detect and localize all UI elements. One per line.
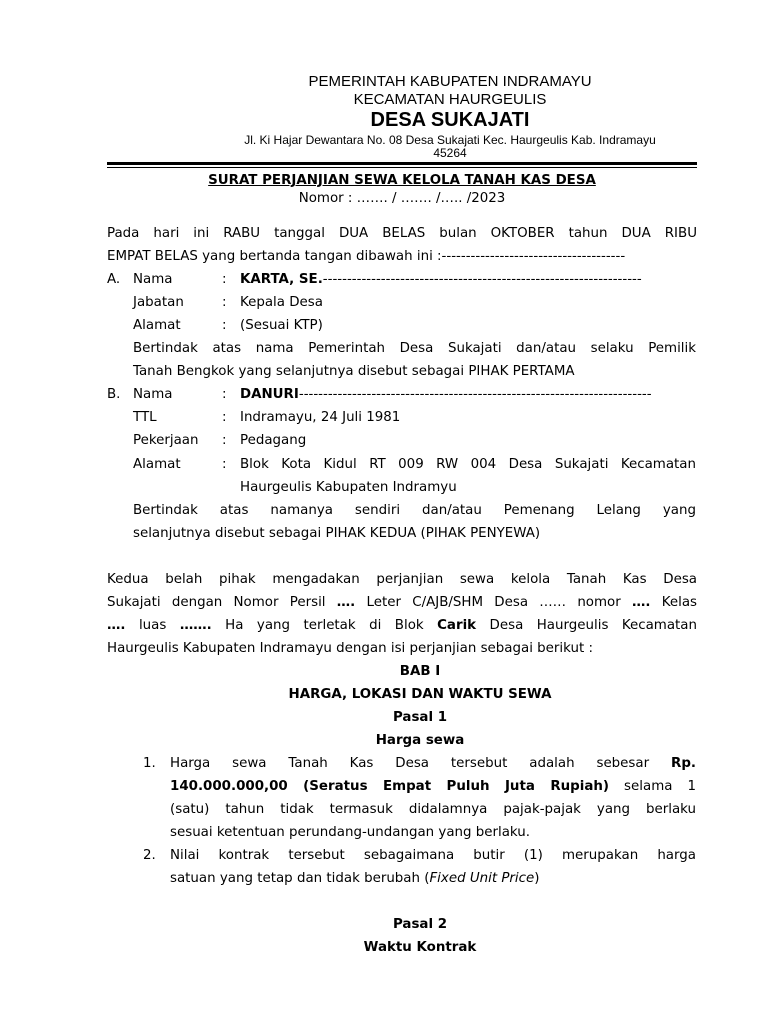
persil-number: …. [336, 595, 356, 610]
party-b-alamat-label: Alamat [133, 457, 181, 472]
letterhead-postal-code: 45264 [433, 146, 467, 160]
item-text: Harga sewa Tanah Kas Desa tersebut adalah sebesar [170, 756, 672, 771]
agreement-text: Kelas [650, 595, 697, 610]
party-a-note-line-2: Tanah Bengkok yang selanjutnya disebut sebagai PIHAK PERTAMA [133, 364, 575, 379]
party-a-alamat-label: Alamat [133, 318, 181, 333]
party-a-name-value [240, 272, 696, 287]
pasal-1-item-1-line-1 [170, 756, 696, 771]
party-a-marker: A. [107, 272, 121, 287]
price-currency: Rp. [671, 756, 696, 771]
party-a-alamat-colon: : [222, 318, 227, 333]
letterhead-village-name: DESA SUKAJATI [370, 109, 530, 131]
party-b-alamat-colon: : [222, 457, 227, 472]
price-amount: 140.000.000,00 (Seratus Empat Puluh Juta Rupiah) [170, 779, 610, 794]
pasal-1-item-1-line-2 [170, 779, 696, 794]
bab-title: HARGA, LOKASI DAN WAKTU SEWA [288, 687, 552, 702]
party-b-name: DANURI [240, 387, 299, 402]
party-b-ttl-colon: : [222, 410, 227, 425]
party-b-pekerjaan-label: Pekerjaan [133, 433, 199, 448]
party-b-note-line-2: selanjutnya disebut sebagai PIHAK KEDUA (PIHAK PENYEWA) [133, 526, 541, 541]
kelas-value: …. [107, 618, 126, 633]
item-text: ) [534, 871, 540, 886]
agreement-line-4: Haurgeulis Kabupaten Indramayu dengan isi perjanjian sebagai berikut : [107, 641, 593, 656]
party-a-name: KARTA, SE. [240, 272, 323, 287]
luas-value: ……. [179, 618, 212, 633]
pasal-1-item-1-line-4: sesuai ketentuan perundang-undangan yang berlaku. [170, 825, 531, 840]
party-b-ttl-label: TTL [133, 410, 157, 425]
party-a-jabatan-value: Kepala Desa [240, 295, 323, 310]
agreement-text: Leter C/AJB/SHM Desa …… nomor [355, 595, 632, 610]
letterhead-thick-rule [107, 162, 697, 165]
party-b-name-dashes: ------------------------------------------------------------------------- [298, 387, 652, 402]
party-b-pekerjaan-colon: : [222, 433, 227, 448]
pasal-1-label: Pasal 1 [392, 710, 448, 725]
pasal-1-item-2-number: 2. [143, 848, 156, 863]
agreement-text: Sukajati dengan Nomor Persil [107, 595, 337, 610]
item-text: satuan yang tetap dan tidak berubah ( [170, 871, 430, 886]
party-b-pekerjaan-value: Pedagang [240, 433, 307, 448]
party-b-alamat-value-line-1: Blok Kota Kidul RT 009 RW 004 Desa Sukajati Kecamatan [240, 457, 696, 472]
pasal-1-item-1-number: 1. [143, 756, 156, 771]
party-b-note-line-1: Bertindak atas namanya sendiri dan/atau Pemenang Lelang yang [133, 503, 696, 518]
document-title [107, 173, 697, 188]
opening-line-1: Pada hari ini RABU tanggal DUA BELAS bulan OKTOBER tahun DUA RIBU [107, 226, 697, 241]
blok-name: Carik [437, 618, 477, 633]
fixed-unit-price-term: Fixed Unit Price [429, 871, 535, 886]
nomor-value: …. [632, 595, 651, 610]
party-a-alamat-value: (Sesuai KTP) [240, 318, 323, 333]
pasal-1-item-1-line-3: (satu) tahun tidak termasuk didalamnya pajak-pajak yang berlaku [170, 802, 696, 817]
item-text: selama 1 [609, 779, 696, 794]
party-b-name-colon: : [222, 387, 227, 402]
agreement-text: Desa Haurgeulis Kecamatan [476, 618, 697, 633]
agreement-line-2 [107, 595, 697, 610]
party-b-marker: B. [107, 387, 121, 402]
party-a-name-colon: : [222, 272, 227, 287]
agreement-line-1: Kedua belah pihak mengadakan perjanjian sewa kelola Tanah Kas Desa [107, 572, 697, 587]
agreement-text: Ha yang terletak di Blok [211, 618, 438, 633]
pasal-2-label: Pasal 2 [392, 917, 448, 932]
party-b-name-value [240, 387, 696, 402]
party-a-jabatan-colon: : [222, 295, 227, 310]
pasal-1-item-2-line-2 [170, 871, 539, 886]
pasal-1-item-2-line-1: Nilai kontrak tersebut sebagaimana butir (1) merupakan harga [170, 848, 696, 863]
document-title-text: SURAT PERJANJIAN SEWA KELOLA TANAH KAS DESA [208, 173, 596, 188]
letterhead-address: Jl. Ki Hajar Dewantara No. 08 Desa Sukajati Kec. Haurgeulis Kab. Indramayu [244, 133, 656, 147]
party-a-name-label: Nama [133, 272, 173, 287]
bab-label: BAB I [399, 664, 441, 679]
pasal-2-title: Waktu Kontrak [363, 940, 477, 955]
party-b-alamat-value-line-2: Haurgeulis Kabupaten Indramyu [240, 480, 457, 495]
party-a-note-line-1: Bertindak atas nama Pemerintah Desa Sukajati dan/atau selaku Pemilik [133, 341, 696, 356]
agreement-line-3 [107, 618, 697, 633]
party-a-name-dashes: ------------------------------------------------------------------ [322, 272, 642, 287]
letterhead-thin-rule [107, 167, 697, 168]
document-number: Nomor : ……. / ……. /….. /2023 [298, 191, 506, 206]
pasal-1-title: Harga sewa [375, 733, 465, 748]
party-a-jabatan-label: Jabatan [133, 295, 184, 310]
party-b-ttl-value: Indramayu, 24 Juli 1981 [240, 410, 401, 425]
letterhead-line-1: PEMERINTAH KABUPATEN INDRAMAYU [308, 73, 592, 90]
agreement-text: luas [125, 618, 180, 633]
party-b-name-label: Nama [133, 387, 173, 402]
opening-line-2: EMPAT BELAS yang bertanda tangan dibawah ini :-------------------------------------- [107, 249, 626, 264]
letterhead-line-2: KECAMATAN HAURGEULIS [353, 91, 547, 108]
